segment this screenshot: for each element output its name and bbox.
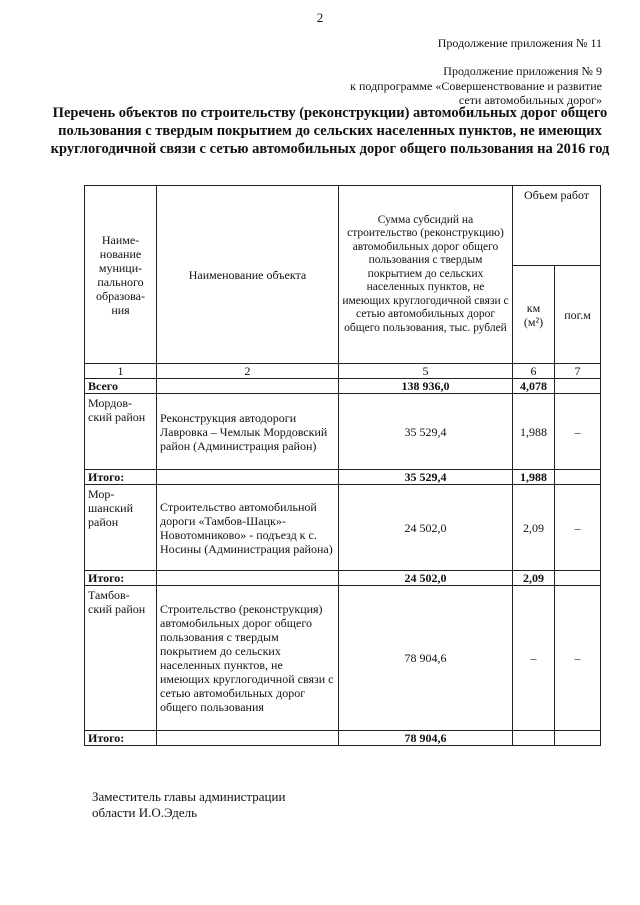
table-header-row bbox=[85, 186, 601, 266]
table-row bbox=[85, 394, 601, 470]
subsidy-cell: 35 529,4 bbox=[339, 394, 513, 470]
header-object: Наименование объекта bbox=[157, 186, 339, 364]
itogo-empty bbox=[157, 571, 339, 586]
itogo-subsidy: 78 904,6 bbox=[339, 731, 513, 746]
pog-m-cell: – bbox=[555, 394, 601, 470]
total-label: Всего bbox=[85, 379, 157, 394]
header-km bbox=[513, 266, 555, 364]
table-row bbox=[85, 586, 601, 731]
itogo-empty bbox=[157, 470, 339, 485]
total-empty bbox=[157, 379, 339, 394]
col-number: 7 bbox=[555, 364, 601, 379]
municipality-cell: Мордов-ский район bbox=[85, 394, 157, 470]
municipality-cell: Тамбов-ский район bbox=[85, 586, 157, 731]
itogo-pog-m bbox=[555, 571, 601, 586]
pog-m-cell: – bbox=[555, 586, 601, 731]
itogo-label: Итого: bbox=[85, 571, 157, 586]
subsidy-cell: 24 502,0 bbox=[339, 485, 513, 571]
header-municipality: Наиме-нование муници-пального образова-ния bbox=[85, 186, 157, 364]
subprogram-line-1: к подпрограмме «Совершенствование и развитие bbox=[350, 79, 602, 93]
object-cell: Строительство автомобильной дороги «Тамбов-Шацк»-Новотомниково» - подъезд к с. Носины (Администрация района) bbox=[157, 485, 339, 571]
object-cell: Строительство (реконструкция) автомобильных дорог общего пользования с твердым покрытием до сельских населенных пунктов, не имеющих круглогодичной связи с сетью автомобильных дорог общего пользования bbox=[157, 586, 339, 731]
km-cell: 1,988 bbox=[513, 394, 555, 470]
itogo-empty bbox=[157, 731, 339, 746]
itogo-row bbox=[85, 571, 601, 586]
municipality-cell: Мор-шанский район bbox=[85, 485, 157, 571]
header-km-unit: (м²) bbox=[523, 314, 544, 329]
total-pog-m bbox=[555, 379, 601, 394]
itogo-subsidy: 35 529,4 bbox=[339, 470, 513, 485]
signature-line-1: Заместитель главы администрации bbox=[92, 789, 286, 804]
signature-line-2: области И.О.Эдель bbox=[92, 805, 198, 820]
itogo-km: 1,988 bbox=[513, 470, 555, 485]
header-volume: Объем работ bbox=[513, 186, 601, 266]
km-cell: 2,09 bbox=[513, 485, 555, 571]
subsidy-cell: 78 904,6 bbox=[339, 586, 513, 731]
km-cell: – bbox=[513, 586, 555, 731]
document-title: Перечень объектов по строительству (реконструкции) автомобильных дорог общего пользования с твердым покрытием до сельских населенных пунктов, не имеющих круглогодичной связи с сетью автомобильных дорог общего пользования на 2016 год bbox=[50, 105, 610, 157]
itogo-label: Итого: bbox=[85, 470, 157, 485]
signature-block bbox=[92, 789, 285, 821]
total-subsidy: 138 936,0 bbox=[339, 379, 513, 394]
total-km: 4,078 bbox=[513, 379, 555, 394]
col-number: 6 bbox=[513, 364, 555, 379]
pog-m-cell: – bbox=[555, 485, 601, 571]
itogo-km: 2,09 bbox=[513, 571, 555, 586]
subprogram-line-2: сети автомобильных дорог» bbox=[458, 93, 602, 107]
column-numbers-row bbox=[85, 364, 601, 379]
object-cell: Реконструкция автодороги Лавровка – Чемлык Мордовский район (Администрация район) bbox=[157, 394, 339, 470]
itogo-label: Итого: bbox=[85, 731, 157, 746]
header-pog-m: пог.м bbox=[555, 266, 601, 364]
itogo-row bbox=[85, 731, 601, 746]
itogo-pog-m bbox=[555, 731, 601, 746]
itogo-row bbox=[85, 470, 601, 485]
col-number: 5 bbox=[339, 364, 513, 379]
appendix-11-continuation: Продолжение приложения № 11 bbox=[437, 36, 602, 50]
appendix-9-continuation: Продолжение приложения № 9 bbox=[443, 64, 602, 78]
header-subsidy: Сумма субсидий на строительство (реконструкцию) автомобильных дорог общего пользования с твердым покрытием до сельских населенных пунктов, не имеющих круглогодичной связи с сетью автомобильных дорог общего пользования, тыс. рублей bbox=[339, 186, 513, 364]
header-km-label: км bbox=[526, 300, 541, 315]
objects-table bbox=[84, 185, 601, 746]
page-number: 2 bbox=[316, 10, 324, 25]
table-row bbox=[85, 485, 601, 571]
col-number: 2 bbox=[157, 364, 339, 379]
itogo-pog-m bbox=[555, 470, 601, 485]
itogo-subsidy: 24 502,0 bbox=[339, 571, 513, 586]
col-number: 1 bbox=[85, 364, 157, 379]
total-row bbox=[85, 379, 601, 394]
itogo-km bbox=[513, 731, 555, 746]
